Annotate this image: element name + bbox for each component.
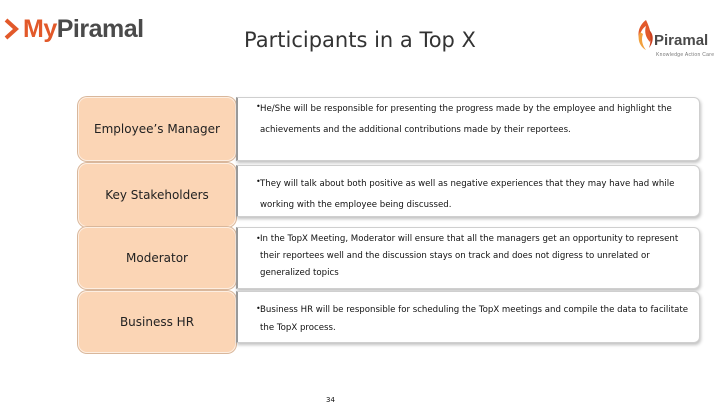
role-description: They will talk about both positive as well as negative experiences that they may have had while working with the employee being discussed. — [260, 179, 675, 210]
role-label: Moderator — [126, 251, 188, 265]
piramal-logo — [632, 18, 718, 64]
role-description-panel — [236, 227, 700, 289]
role-description: In the TopX Meeting, Moderator will ensure that all the managers get an opportunity to represent their reportees well and the discussion stays on track and does not digress to unrelated or generalized topics — [260, 234, 679, 278]
role-row-moderator — [78, 227, 700, 289]
role-label: Business HR — [119, 315, 195, 329]
piramal-tagline: Knowledge Action Care — [656, 52, 715, 58]
page-title: Participants in a Top X — [244, 28, 476, 52]
bullet: • — [256, 102, 261, 111]
role-row-key-stakeholders — [78, 163, 700, 227]
role-label: Employee’s Manager — [94, 122, 220, 136]
flame-mark-icon — [634, 18, 656, 52]
role-row-business-hr — [78, 291, 700, 353]
bullet: • — [256, 177, 261, 186]
role-label: Key Stakeholders — [105, 188, 209, 202]
logo-name: Piramal — [56, 14, 144, 43]
piramal-wordmark: Piramal — [654, 32, 709, 49]
page-number: 34 — [326, 396, 335, 404]
bullet: • — [256, 234, 261, 243]
logo-prefix: My — [23, 14, 57, 43]
role-label-box — [78, 291, 236, 353]
role-description-panel — [236, 165, 700, 217]
role-description: He/She will be responsible for presenting the progress made by the employee and highlight the achievements and the additional contributions made by their reportees. — [260, 104, 672, 135]
role-description: Business HR will be responsible for scheduling the TopX meetings and compile the data to facilitate the TopX process. — [260, 305, 689, 333]
role-row-employees-manager — [78, 97, 700, 161]
bullet: • — [256, 304, 261, 313]
role-label-box — [78, 163, 236, 227]
role-label-box — [78, 227, 236, 289]
role-label-box — [78, 97, 236, 161]
role-description-panel — [236, 291, 700, 343]
role-description-panel — [236, 97, 700, 161]
